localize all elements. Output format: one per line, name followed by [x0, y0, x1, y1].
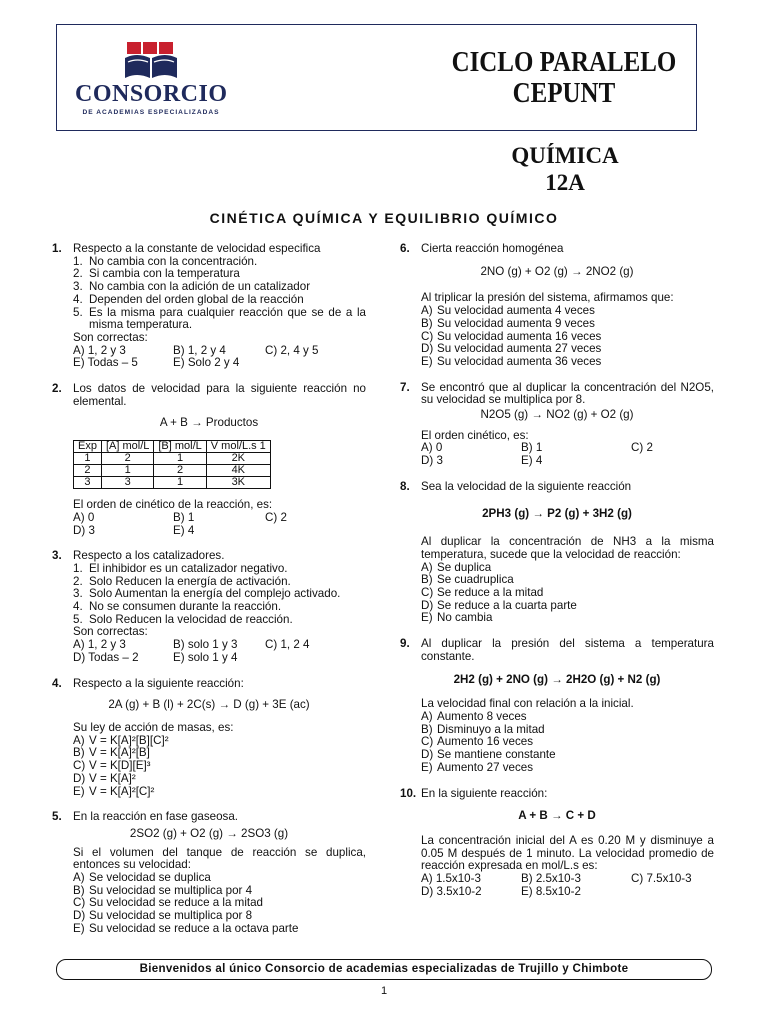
reaction-formula: 2NO (g) + O2 (g) → 2NO2 (g)	[480, 264, 634, 278]
question-prompt: Su ley de acción de masas, es:	[73, 720, 234, 734]
option-item: A) V = K[A]²[B][C]²	[73, 733, 169, 747]
option: A) 1, 2 y 3	[73, 638, 126, 652]
document-title: CINÉTICA QUÍMICA Y EQUILIBRIO QUÍMICO	[209, 210, 559, 226]
reaction-formula: 2PH3 (g) → P2 (g) + 3H2 (g)	[482, 506, 632, 520]
table-row: 3 3 1 3K	[74, 477, 271, 489]
question-1	[52, 243, 366, 370]
option-item: E) Su velocidad aumenta 36 veces	[421, 354, 602, 368]
subject-code: 12A	[545, 170, 585, 195]
answer-options	[73, 639, 366, 664]
right-column	[400, 243, 714, 911]
question-prompt: Al duplicar la concentración de NH3 a la misma temperatura, sucede que la velocidad de reacción:	[421, 535, 714, 561]
question-text: Se encontró que al duplicar la concentración del N2O5, su velocidad se multiplica por 8.	[421, 380, 714, 407]
question-prompt: La velocidad final con relación a la inicial.	[421, 697, 634, 711]
question-prompt: La concentración inicial del A es 0.20 M y disminuye a 0.05 M después de 1 minuto. La velocidad promedio de reacción expresada en mol/L.s es:	[421, 833, 714, 873]
footer-banner: Bienvenidos al único Consorcio de academias especializadas de Trujillo y Chimbote	[56, 959, 712, 980]
question-number: 2.	[52, 382, 62, 396]
option-item: B) Su velocidad aumenta 9 veces	[421, 316, 595, 330]
option-item: A) Se duplica	[421, 560, 492, 574]
subject-heading	[480, 142, 650, 196]
option: C) 2	[265, 510, 287, 524]
table-header: [A] mol/L	[101, 441, 153, 453]
left-column	[52, 243, 366, 949]
question-text: Los datos de velocidad para la siguiente reacción no elemental.	[73, 382, 366, 408]
answer-options	[73, 345, 366, 370]
question-5	[52, 811, 366, 935]
option: E) solo 1 y 4	[173, 650, 238, 664]
option: A) 1, 2 y 3	[73, 343, 126, 357]
question-number: 6.	[400, 242, 410, 255]
question-prompt: Si el volumen del tanque de reacción se duplica, entonces su velocidad:	[73, 845, 366, 872]
question-number: 5.	[52, 810, 62, 824]
question-8	[400, 481, 714, 625]
question-text: En la siguiente reacción:	[421, 786, 548, 800]
statement-item: 1. No cambia con la concentración.	[73, 254, 258, 268]
option: C) 7.5x10-3	[631, 872, 692, 886]
option: A) 1.5x10-3	[421, 872, 481, 886]
statement-item: 2. Si cambia con la temperatura	[73, 267, 240, 281]
statement-item: 1. El inhibidor es un catalizador negativo.	[73, 561, 288, 575]
question-number: 3.	[52, 549, 62, 563]
statement-item: 4. Dependen del orden global de la reacción	[73, 292, 304, 306]
option-item: D) V = K[A]²	[73, 771, 136, 785]
option-item: E) Su velocidad se reduce a la octava parte	[73, 921, 299, 935]
option-item: A) Su velocidad aumenta 4 veces	[421, 304, 595, 318]
option: C) 2	[631, 441, 653, 455]
option: C) 1, 2 4	[265, 638, 310, 652]
option-item: E) V = K[A]²[C]²	[73, 784, 155, 798]
question-text: Respecto a los catalizadores.	[73, 549, 225, 563]
question-text: Al duplicar la presión del sistema a temperatura constante.	[421, 637, 714, 663]
page-number: 1	[380, 985, 388, 997]
subject-name: QUÍMICA	[511, 143, 619, 168]
question-text: En la reacción en fase gaseosa.	[73, 810, 238, 824]
question-number: 4.	[52, 676, 62, 690]
reaction-formula: N2O5 (g) → NO2 (g) + O2 (g)	[480, 408, 634, 422]
option: B) 1, 2 y 4	[173, 343, 226, 357]
option-item: C) Aumento 16 veces	[421, 735, 534, 749]
question-4	[52, 678, 366, 799]
statement-item: 2. Solo Reducen la energía de activación.	[73, 574, 291, 588]
question-number: 10.	[400, 786, 417, 800]
table-header: [B] mol/L	[154, 441, 206, 453]
option-item: C) Se reduce a la mitad	[421, 586, 544, 600]
option: E) Todas – 5	[73, 356, 138, 370]
table-header: V mol/L.s 1	[206, 441, 270, 453]
question-text: Sea la velocidad de la siguiente reacción	[421, 479, 632, 493]
question-prompt: Son correctas:	[73, 625, 148, 639]
question-number: 7.	[400, 380, 410, 394]
logo-name: CONSORCIO	[75, 81, 228, 107]
question-number: 9.	[400, 637, 410, 651]
statement-item: 5. Es la misma para cualquier reacción que se de a la misma temperatura.	[73, 305, 366, 332]
question-prompt: El orden cinético, es:	[421, 428, 529, 442]
cycle-title	[451, 47, 676, 109]
header-box	[56, 24, 697, 131]
question-text: Respecto a la constante de velocidad especifica	[73, 242, 321, 255]
question-text: Respecto a la siguiente reacción:	[73, 676, 244, 690]
option-item: E) Aumento 27 veces	[421, 760, 534, 774]
question-3	[52, 550, 366, 664]
option-item: B) V = K[A]²[B]	[73, 746, 150, 760]
option: B) 1	[173, 510, 195, 524]
option-item: B) Se cuadruplica	[421, 573, 514, 587]
reaction-formula: A + B → Productos	[159, 416, 259, 430]
option: E) 4	[521, 454, 543, 468]
option: D) 3	[73, 523, 95, 537]
option: B) 1	[521, 441, 543, 455]
option: A) 0	[73, 510, 95, 524]
rate-data-table	[73, 440, 271, 489]
option-item: B) Disminuyo a la mitad	[421, 722, 545, 736]
option: A) 0	[421, 441, 443, 455]
option-item: D) Se mantiene constante	[421, 748, 556, 762]
table-header: Exp	[74, 441, 102, 453]
statement-item: 4. No se consumen durante la reacción.	[73, 600, 282, 614]
option: C) 2, 4 y 5	[265, 343, 319, 357]
option: E) Solo 2 y 4	[173, 356, 240, 370]
statement-item: 3. No cambia con la adición de un catalizador	[73, 280, 311, 294]
question-number: 1.	[52, 242, 62, 255]
reaction-formula: 2A (g) + B (l) + 2C(s) → D (g) + 3E (ac)	[108, 698, 310, 712]
reaction-formula: 2SO2 (g) + O2 (g) → 2SO3 (g)	[129, 826, 289, 840]
logo-subtitle: DE ACADEMIAS ESPECIALIZADAS	[82, 109, 220, 116]
question-prompt: Son correctas:	[73, 330, 148, 344]
consorcio-logo	[75, 40, 235, 120]
table-row: 1 2 1 2K	[74, 453, 271, 465]
option: D) 3	[421, 454, 443, 468]
question-6	[400, 243, 714, 369]
option: B) 2.5x10-3	[521, 872, 581, 886]
answer-options	[73, 512, 366, 537]
question-text: Cierta reacción homogénea	[421, 242, 564, 255]
question-7	[400, 382, 714, 468]
option: E) 4	[173, 523, 195, 537]
question-10	[400, 788, 714, 899]
statement-item: 5. Solo Reducen la velocidad de reacción.	[73, 612, 293, 626]
option: B) solo 1 y 3	[173, 638, 238, 652]
question-prompt: Al triplicar la presión del sistema, afirmamos que:	[421, 291, 674, 305]
option-item: E) No cambia	[421, 611, 493, 625]
option-item: C) V = K[D][E]³	[73, 759, 151, 773]
cycle-title-line2: CEPUNT	[512, 77, 615, 109]
answer-options	[421, 442, 714, 467]
answer-options	[421, 873, 714, 898]
option-item: A) Se velocidad se duplica	[73, 871, 211, 885]
statement-item: 3. Solo Aumentan la energía del complejo activado.	[73, 587, 341, 601]
reaction-formula: A + B → C + D	[518, 809, 596, 823]
option-item: C) Su velocidad aumenta 16 veces	[421, 329, 602, 343]
reaction-formula: 2H2 (g) + 2NO (g) → 2H2O (g) + N2 (g)	[453, 672, 661, 686]
option-item: D) Su velocidad se multiplica por 8	[73, 909, 253, 923]
question-2	[52, 383, 366, 537]
option-item: A) Aumento 8 veces	[421, 709, 527, 723]
option: D) 3.5x10-2	[421, 884, 482, 898]
option: E) 8.5x10-2	[521, 884, 581, 898]
option-item: D) Se reduce a la cuarta parte	[421, 598, 577, 612]
option-item: B) Su velocidad se multiplica por 4	[73, 883, 253, 897]
book-flag-icon	[123, 40, 179, 82]
question-prompt: El orden de cinético de la reacción, es:	[73, 498, 273, 512]
table-row: 2 1 2 4K	[74, 465, 271, 477]
option-item: D) Su velocidad aumenta 27 veces	[421, 342, 602, 356]
option-item: C) Su velocidad se reduce a la mitad	[73, 896, 264, 910]
question-number: 8.	[400, 479, 410, 493]
cycle-title-line1: CICLO PARALELO	[451, 46, 676, 78]
question-9	[400, 638, 714, 774]
option: D) Todas – 2	[73, 650, 139, 664]
